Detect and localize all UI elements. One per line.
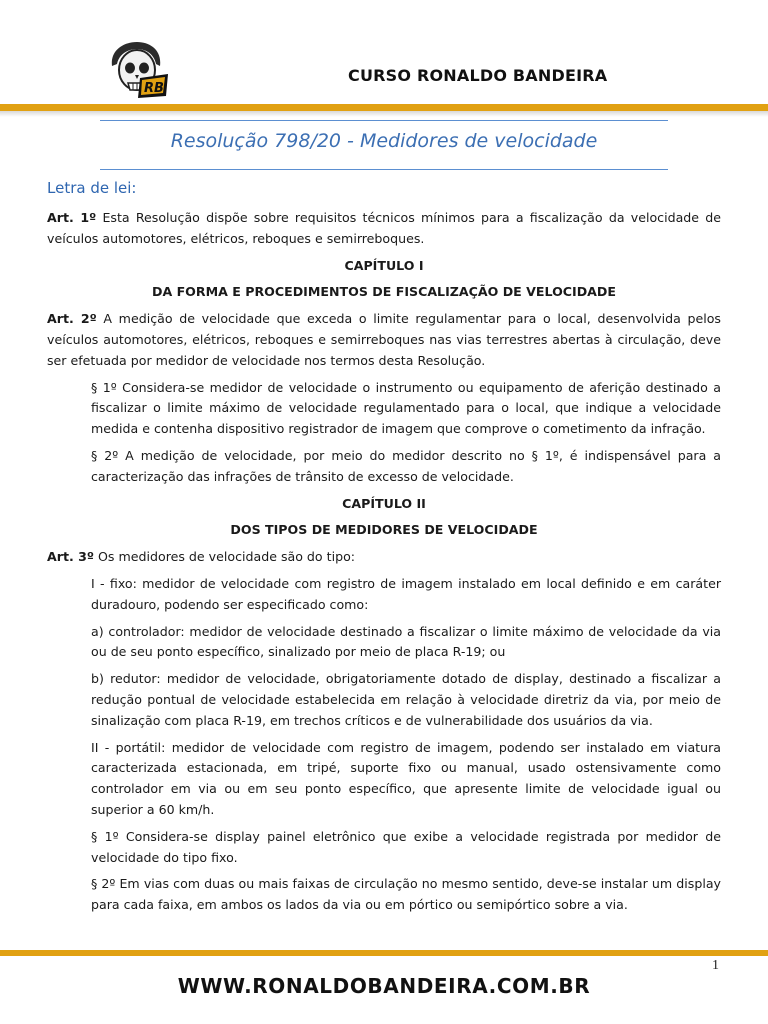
paragraph-bold-lead: Art. 3º [47,549,95,565]
paragraph-text: II - portátil: medidor de velocidade com registro de imagem, podendo ser instalado em viatura caracterizada estacionada, em tripé, suporte fixo ou manual, usado ostensivamente como controlador em via ou em seu ponto específico, que apresente limite de velocidade igual ou superior a 60 km/h. [91,739,721,817]
paragraph [91,827,721,869]
paragraph [47,309,721,371]
title-rule-top [100,120,668,121]
page-number: 1 [712,958,719,973]
paragraph [91,574,721,616]
header-gold-band [0,104,768,111]
chapter-heading [47,494,721,515]
paragraph-bold-lead: Art. 2º [47,311,97,327]
paragraph-text: a) controlador: medidor de velocidade destinado a fiscalizar o limite máximo de velocidade da via ou de seu ponto específico, sinalizado por meio de placa R-19; ou [91,623,721,660]
paragraph [91,738,721,821]
paragraph-bold-lead: DOS TIPOS DE MEDIDORES DE VELOCIDADE [230,522,538,538]
chapter-heading [47,256,721,277]
brand-name: CURSO RONALDO BANDEIRA [348,66,608,85]
paragraph [91,378,721,440]
paragraph-bold-lead: CAPÍTULO II [342,495,426,511]
paragraph-text: b) redutor: medidor de velocidade, obrigatoriamente dotado de display, destinado a fiscalizar a redução pontual de velocidade estabelecida em relação à velocidade diretriz da via, por meio de sinalização com placa R-19, em trechos críticos e de vulnerabilidade dos usuários da via. [91,671,721,728]
section-label: Letra de lei: [47,179,137,197]
paragraph-text: Os medidores de velocidade são do tipo: [94,549,356,565]
logo-text: RB [144,81,164,96]
paragraph-text: I - fixo: medidor de velocidade com registro de imagem instalado em local definido e em caráter duradouro, podendo ser especificado como: [91,575,721,612]
paragraph [91,669,721,731]
paragraph [47,547,721,568]
footer-gold-band [0,950,768,956]
paragraph-text: § 1º Considera-se medidor de velocidade o instrumento ou equipamento de aferição destinado a fiscalizar o limite máximo de velocidade regulamentado para o local, que indique a velocidade medida e contenha dispositivo registrador de imagem que comprove o cometimento da infração. [91,379,721,437]
paragraph [91,622,721,664]
paragraph-text: § 1º Considera-se display painel eletrônico que exibe a velocidade registrada por medidor de velocidade do tipo fixo. [91,828,721,865]
paragraph-text: § 2º Em vias com duas ou mais faixas de circulação no mesmo sentido, deve-se instalar um display para cada faixa, em ambos os lados da via ou em pórtico ou semipórtico sobre a via. [91,876,721,913]
paragraph-text: Esta Resolução dispõe sobre requisitos técnicos mínimos para a fiscalização da velocidade de veículos automotores, elétricos, reboques e semirreboques. [47,210,721,246]
paragraph-bold-lead: CAPÍTULO I [344,257,424,273]
paragraph-bold-lead: DA FORMA E PROCEDIMENTOS DE FISCALIZAÇÃO DE VELOCIDADE [151,284,616,300]
website-url: WWW.RONALDOBANDEIRA.COM.BR [177,974,591,998]
chapter-heading [47,520,721,541]
header-shadow [0,111,768,117]
paragraph-text: A medição de velocidade que exceda o limite regulamentar para o local, desenvolvida pelos veículos automotores, elétricos, reboques e semirreboques nas vias terrestres abertas à circulação, deve ser efetuada por medidor de velocidade nos termos desta Resolução. [47,311,721,368]
document-body [47,208,721,922]
page-header [0,0,768,118]
paragraph-bold-lead: Art. 1º [47,210,97,225]
skull-logo-icon [104,40,170,100]
chapter-heading [47,282,721,303]
document-title: Resolução 798/20 - Medidores de velocidade [170,130,598,152]
paragraph-text: § 2º A medição de velocidade, por meio do medidor descrito no § 1º, é indispensável para a caracterização das infrações de trânsito de excesso de velocidade. [91,447,721,484]
paragraph [47,208,721,250]
title-rule-bottom [100,169,668,170]
paragraph [91,874,721,916]
paragraph [91,446,721,488]
